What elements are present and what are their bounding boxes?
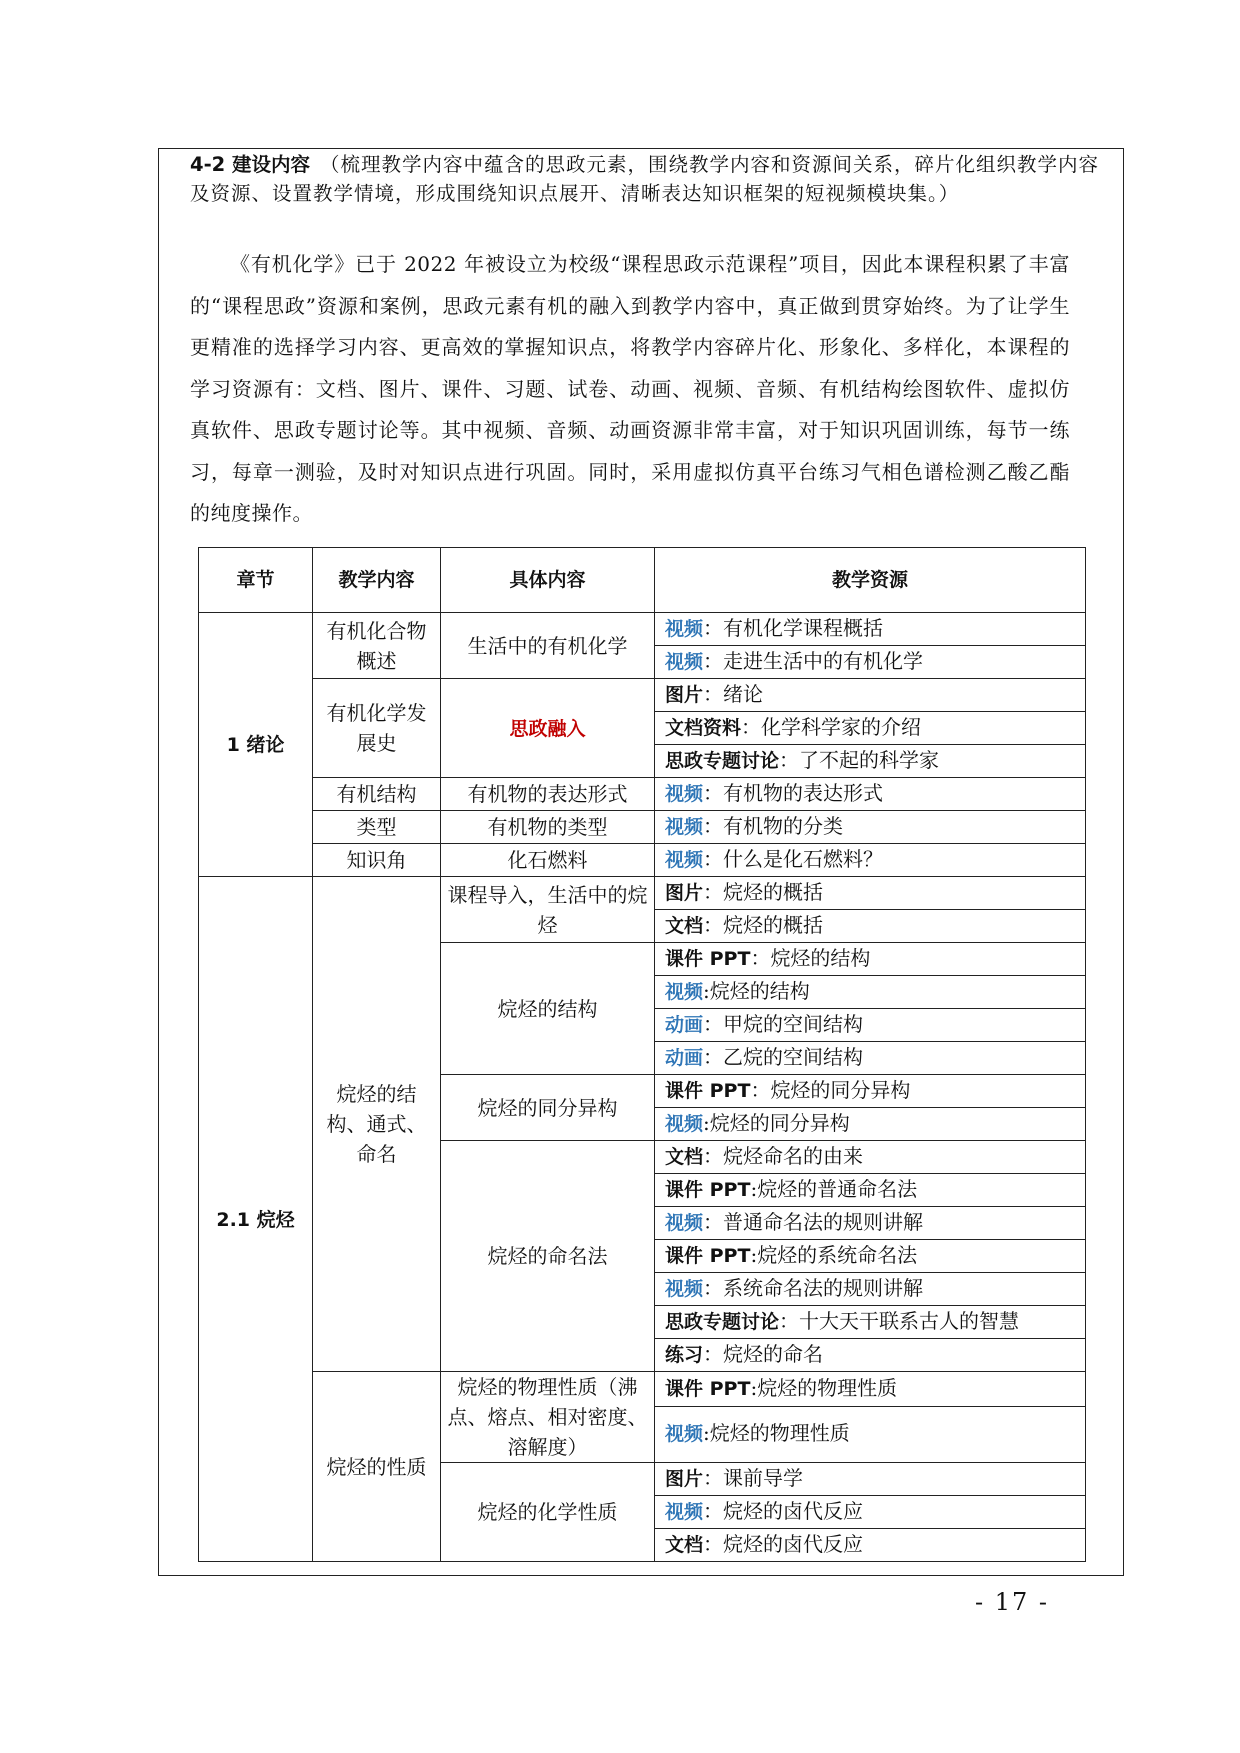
resource-type-label: 动画 [665, 1047, 704, 1069]
resource-cell [655, 1529, 1086, 1562]
resource-separator: ： [703, 649, 724, 673]
resource-cell [655, 679, 1086, 712]
resource-title: 绪论 [723, 682, 764, 706]
content-cell: 烷烃的结构、通式、命名 [313, 877, 441, 1372]
resource-cell [655, 1075, 1086, 1108]
resource-cell [655, 1339, 1086, 1372]
resource-type-label: 视频 [665, 618, 704, 640]
resource-type-label: 课件 PPT [665, 948, 751, 970]
detail-cell: 有机物的表达形式 [441, 778, 655, 811]
resource-type-label: 视频 [665, 981, 704, 1003]
resource-separator: ： [703, 1342, 724, 1366]
table-row [199, 778, 1086, 811]
resource-type-label: 视频 [665, 651, 704, 673]
resource-type-label: 思政专题讨论 [665, 1311, 780, 1333]
content-cell: 烷烃的性质 [313, 1372, 441, 1562]
resource-type-label: 视频 [665, 849, 704, 871]
resource-separator: ： [750, 1078, 771, 1102]
detail-cell: 烷烃的同分异构 [441, 1075, 655, 1141]
resource-separator: ： [779, 1309, 800, 1333]
resource-table [198, 547, 1086, 1562]
resource-title: 烷烃的物理性质 [709, 1421, 850, 1446]
resource-cell [655, 1240, 1086, 1273]
resource-type-label: 图片 [665, 684, 704, 706]
resource-separator: ： [703, 1210, 724, 1234]
resource-cell [655, 1372, 1086, 1407]
resource-title: 了不起的科学家 [799, 748, 940, 772]
resource-separator: ： [779, 748, 800, 772]
table-row [199, 844, 1086, 877]
resource-title: 烷烃的同分异构 [770, 1078, 911, 1102]
intro-paragraph-block [190, 244, 1070, 535]
resource-title: 烷烃的同分异构 [709, 1111, 850, 1135]
resource-type-label: 练习 [665, 1344, 704, 1366]
resource-title: 甲烷的空间结构 [723, 1012, 864, 1036]
resource-separator: ： [703, 880, 724, 904]
section-note: （梳理教学内容中蕴含的思政元素，围绕教学内容和资源间关系，碎片化组织教学内容及资源、设置教学情境，形成围绕知识点展开、清晰表达知识框架的短视频模块集。） [190, 153, 1100, 205]
content-cell: 有机结构 [313, 778, 441, 811]
resource-title: 系统命名法的规则讲解 [723, 1276, 924, 1300]
resource-cell [655, 877, 1086, 910]
intro-paragraph: 《有机化学》已于 2022 年被设立为校级“课程思政示范课程”项目，因此本课程积累了丰富的“课程思政”资源和案例，思政元素有机的融入到教学内容中，真正做到贯穿始终。为了让学生更精准的选择学习内容、更高效的掌握知识点，将教学内容碎片化、形象化、多样化，本课程的学习资源有：文档、图片、课件、习题、试卷、动画、视频、音频、有机结构绘图软件、虚拟仿真软件、思政专题讨论等。其中视频、音频、动画资源非常丰富，对于知识巩固训练，每节一练习，每章一测验，及时对知识点进行巩固。同时，采用虚拟仿真平台练习气相色谱检测乙酸乙酯的纯度操作。 [190, 252, 1070, 525]
resource-separator: ： [703, 1144, 724, 1168]
resource-type-label: 视频 [665, 1501, 704, 1523]
resource-separator: ： [703, 682, 724, 706]
resource-title: 烷烃的结构 [770, 946, 871, 970]
resource-title: 烷烃的概括 [723, 913, 824, 937]
resource-cell [655, 811, 1086, 844]
header-cell: 教学内容 [313, 548, 441, 613]
resource-title: 烷烃命名的由来 [723, 1144, 864, 1168]
resource-cell [655, 1306, 1086, 1339]
resource-cell [655, 778, 1086, 811]
resource-cell [655, 1141, 1086, 1174]
resource-title: 烷烃的命名 [723, 1342, 824, 1366]
resource-cell [655, 712, 1086, 745]
header-cell: 具体内容 [441, 548, 655, 613]
resource-type-label: 思政专题讨论 [665, 750, 780, 772]
chapter-cell: 2.1 烷烃 [199, 877, 313, 1562]
resource-separator: ： [703, 1012, 724, 1036]
resource-title: 化学科学家的介绍 [761, 715, 922, 739]
resource-type-label: 文档 [665, 1534, 704, 1556]
resource-cell [655, 613, 1086, 646]
detail-cell: 化石燃料 [441, 844, 655, 877]
detail-cell [441, 679, 655, 778]
resource-cell [655, 1174, 1086, 1207]
section-heading [190, 150, 1115, 208]
table-row [199, 877, 1086, 910]
resource-separator: : [703, 1111, 710, 1135]
resource-cell [655, 943, 1086, 976]
header-cell: 教学资源 [655, 548, 1086, 613]
resource-type-label: 视频 [665, 1113, 704, 1135]
header-cell: 章节 [199, 548, 313, 613]
resource-cell [655, 976, 1086, 1009]
resource-separator: ： [750, 946, 771, 970]
resource-type-label: 文档 [665, 915, 704, 937]
resource-type-label: 图片 [665, 882, 704, 904]
resource-title: 烷烃的卤代反应 [723, 1532, 864, 1556]
resource-type-label: 课件 PPT [665, 1080, 751, 1102]
resource-type-label: 课件 PPT [665, 1245, 751, 1267]
resource-cell [655, 1496, 1086, 1529]
resource-title: 有机物的表达形式 [723, 781, 884, 805]
resource-title: 烷烃的普通命名法 [757, 1177, 918, 1201]
resource-cell [655, 1009, 1086, 1042]
resource-cell [655, 1207, 1086, 1240]
resource-separator: ： [703, 1532, 724, 1556]
table-row [199, 613, 1086, 646]
resource-separator: : [703, 1421, 710, 1446]
resource-type-label: 文档资料 [665, 717, 742, 739]
resource-separator: : [750, 1375, 758, 1400]
resource-separator: ： [703, 781, 724, 805]
table-row [199, 1372, 1086, 1407]
resource-title: 有机物的分类 [723, 814, 844, 838]
ideology-highlight: 思政融入 [509, 717, 586, 740]
detail-cell: 生活中的有机化学 [441, 613, 655, 679]
resource-type-label: 课件 PPT [665, 1179, 751, 1201]
resource-title: 有机化学课程概括 [723, 616, 884, 640]
resource-type-label: 动画 [665, 1014, 704, 1036]
resource-separator: ： [703, 913, 724, 937]
resource-cell [655, 1273, 1086, 1306]
resource-type-label: 视频 [665, 816, 704, 838]
resource-cell [655, 646, 1086, 679]
resource-title: 烷烃的结构 [709, 979, 810, 1003]
resource-cell [655, 1463, 1086, 1496]
resource-separator: ： [703, 1276, 724, 1300]
detail-cell: 烷烃的物理性质（沸点、熔点、相对密度、溶解度） [441, 1372, 655, 1463]
resource-cell [655, 745, 1086, 778]
detail-cell: 烷烃的结构 [441, 943, 655, 1075]
resource-cell [655, 844, 1086, 877]
table-row [199, 811, 1086, 844]
resource-type-label: 视频 [665, 783, 704, 805]
resource-separator: ： [703, 847, 724, 871]
resource-title: 普通命名法的规则讲解 [723, 1210, 924, 1234]
resource-type-label: 视频 [665, 1278, 704, 1300]
resource-type-label: 视频 [665, 1423, 704, 1446]
resource-separator: ： [703, 1466, 724, 1490]
resource-cell [655, 1108, 1086, 1141]
chapter-cell: 1 绪论 [199, 613, 313, 877]
content-cell: 有机化学发展史 [313, 679, 441, 778]
content-cell: 有机化合物概述 [313, 613, 441, 679]
resource-cell [655, 1406, 1086, 1462]
resource-type-label: 课件 PPT [665, 1377, 751, 1400]
resource-separator: : [750, 1243, 758, 1267]
section-title: 4-2 建设内容 [190, 153, 311, 176]
detail-cell: 有机物的类型 [441, 811, 655, 844]
resource-title: 乙烷的空间结构 [723, 1045, 864, 1069]
resource-separator: : [750, 1177, 758, 1201]
resource-title: 烷烃的卤代反应 [723, 1499, 864, 1523]
table-row [199, 679, 1086, 712]
resource-separator: ： [703, 814, 724, 838]
page-number: - 17 - [975, 1588, 1050, 1616]
resource-cell [655, 910, 1086, 943]
resource-title: 十大天干联系古人的智慧 [799, 1309, 1020, 1333]
table-header-row [199, 548, 1086, 613]
resource-separator: ： [703, 1499, 724, 1523]
detail-cell: 课程导入，生活中的烷烃 [441, 877, 655, 943]
content-cell: 知识角 [313, 844, 441, 877]
resource-title: 走进生活中的有机化学 [723, 649, 924, 673]
resource-separator: ： [703, 616, 724, 640]
resource-title: 烷烃的物理性质 [757, 1375, 898, 1400]
resource-title: 课前导学 [723, 1466, 804, 1490]
detail-cell: 烷烃的化学性质 [441, 1463, 655, 1562]
resource-type-label: 文档 [665, 1146, 704, 1168]
resource-cell [655, 1042, 1086, 1075]
resource-title: 烷烃的系统命名法 [757, 1243, 918, 1267]
resource-separator: : [703, 979, 710, 1003]
resource-type-label: 图片 [665, 1468, 704, 1490]
resource-title: 烷烃的概括 [723, 880, 824, 904]
resource-title: 什么是化石燃料？ [723, 847, 884, 871]
resource-type-label: 视频 [665, 1212, 704, 1234]
content-cell: 类型 [313, 811, 441, 844]
resource-separator: ： [703, 1045, 724, 1069]
detail-cell: 烷烃的命名法 [441, 1141, 655, 1372]
resource-separator: ： [741, 715, 762, 739]
